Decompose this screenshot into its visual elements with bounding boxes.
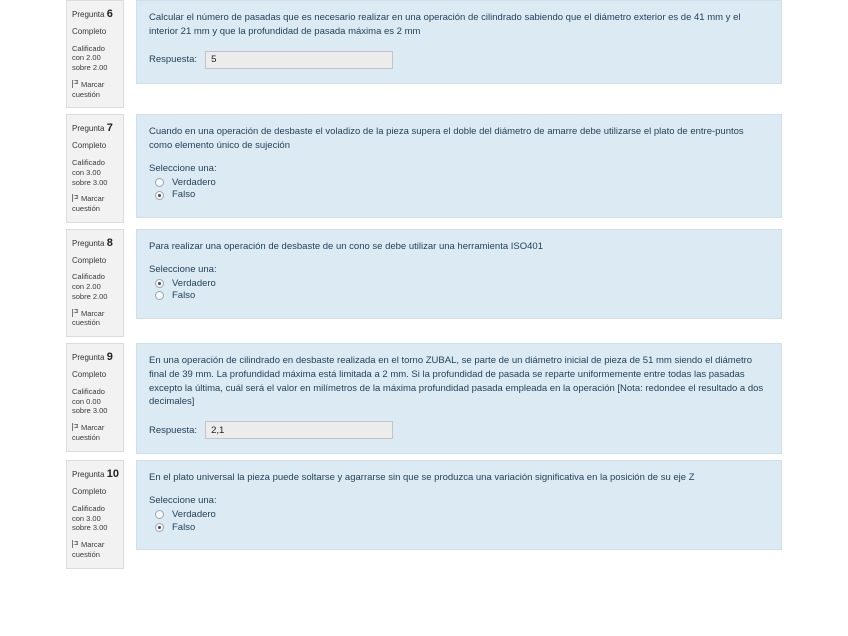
flag-question-label: Marcar cuestión xyxy=(72,540,105,559)
option-row[interactable] xyxy=(155,178,769,188)
question-number: 8 xyxy=(106,236,113,249)
flag-question-label: Marcar cuestión xyxy=(72,423,105,442)
flag-icon xyxy=(72,540,79,548)
option-row[interactable] xyxy=(155,190,769,200)
option-label: Falso xyxy=(172,521,196,533)
flag-question-link[interactable] xyxy=(72,423,118,443)
question-info-panel xyxy=(66,229,124,337)
radio-icon[interactable] xyxy=(155,510,164,519)
option-row[interactable] xyxy=(155,523,769,533)
question-grade: Calificado con 3.00 sobre 3.00 xyxy=(72,158,108,187)
question-label xyxy=(72,7,118,22)
question-block xyxy=(0,229,848,337)
question-text: Para realizar una operación de desbaste de un cono se debe utilizar una herramienta ISO401 xyxy=(149,240,543,252)
question-grade: Calificado con 2.00 sobre 2.00 xyxy=(72,272,108,301)
option-label: Verdadero xyxy=(172,509,216,520)
question-body xyxy=(136,460,782,550)
flag-question-link[interactable] xyxy=(72,194,118,214)
choose-one-label: Seleccione una: xyxy=(149,162,217,174)
question-state: Completo xyxy=(72,487,107,497)
choose-one-label: Seleccione una: xyxy=(149,263,217,275)
answer-row xyxy=(149,51,769,69)
question-info-panel xyxy=(66,343,124,451)
question-info-panel xyxy=(66,114,124,222)
answer-label: Respuesta: xyxy=(149,54,198,66)
question-text: En una operación de cilindrado en desbaste realizada en el torno ZUBAL, se parte de un diámetro inicial de pieza de 51 mm siendo el diámetro final de 39 mm. La profundidad máxima está limitada a 2 mm. Si la profundidad de pasada se reparte uniformemente entre todas las pasadas excepto la última, cuál será el valor en milímetros de la máxima profundidad pasada empleada en la operación [Nota: redondee el resultado a dos decimales] xyxy=(149,355,764,408)
question-body xyxy=(136,114,782,218)
question-text: Cuando en una operación de desbaste el voladizo de la pieza supera el doble del diámetro de amarre debe utilizarse el plato de entre-puntos como elemento único de sujeción xyxy=(149,126,744,152)
option-row[interactable] xyxy=(155,279,769,289)
flag-question-link[interactable] xyxy=(72,80,118,100)
option-label: Falso xyxy=(172,290,196,302)
flag-icon xyxy=(72,423,79,431)
flag-icon xyxy=(72,194,79,202)
question-label xyxy=(72,467,118,482)
question-block xyxy=(0,460,848,568)
question-block xyxy=(0,343,848,454)
question-body xyxy=(136,343,782,454)
radio-icon[interactable] xyxy=(155,291,164,300)
question-grade: Calificado con 0.00 sobre 3.00 xyxy=(72,386,108,416)
radio-icon[interactable] xyxy=(155,191,164,200)
question-block xyxy=(0,114,848,222)
question-body xyxy=(136,0,782,84)
question-info-panel xyxy=(66,0,124,108)
choose-one-label: Seleccione una: xyxy=(149,495,217,506)
question-state: Completo xyxy=(72,26,107,36)
flag-question-label: Marcar cuestión xyxy=(72,308,105,328)
question-text: En el plato universal la pieza puede soltarse y agarrarse sin que se produzca una variación significativa en la posición de su eje Z xyxy=(149,472,695,484)
flag-icon xyxy=(72,80,79,88)
radio-icon[interactable] xyxy=(155,178,164,187)
question-state: Completo xyxy=(72,141,107,151)
option-label: Verdadero xyxy=(172,176,216,188)
question-state: Completo xyxy=(72,255,107,265)
option-row[interactable] xyxy=(155,291,769,301)
answer-label: Respuesta: xyxy=(149,424,198,436)
radio-icon[interactable] xyxy=(155,279,164,288)
question-block xyxy=(0,0,848,108)
question-text: Calcular el número de pasadas que es necesario realizar en una operación de cilindrado sabiendo que el diámetro exterior es de 41 mm y el interior 21 mm y que la profundidad de pasada máxima es 2 mm xyxy=(149,12,741,37)
question-info-panel xyxy=(66,460,124,568)
answer-input[interactable] xyxy=(205,51,393,69)
question-label-text: Pregunta xyxy=(72,470,105,480)
flag-question-label: Marcar cuestión xyxy=(72,79,105,99)
radio-icon[interactable] xyxy=(155,523,164,532)
option-label: Falso xyxy=(172,189,196,201)
question-label-text: Pregunta xyxy=(72,10,105,19)
question-label-text: Pregunta xyxy=(72,124,105,134)
question-label xyxy=(72,121,118,136)
question-grade: Calificado con 2.00 sobre 2.00 xyxy=(72,43,108,73)
question-number: 7 xyxy=(106,122,113,135)
answer-input[interactable] xyxy=(205,421,393,439)
question-body xyxy=(136,229,782,319)
question-number: 10 xyxy=(106,468,119,481)
question-state: Completo xyxy=(72,370,107,380)
question-label xyxy=(72,236,118,251)
question-label-text: Pregunta xyxy=(72,238,105,248)
answer-row xyxy=(149,421,769,439)
question-number: 6 xyxy=(106,8,113,20)
flag-question-label: Marcar cuestión xyxy=(72,194,105,214)
flag-question-link[interactable] xyxy=(72,309,118,329)
question-label xyxy=(72,350,118,365)
option-label: Verdadero xyxy=(172,277,216,289)
option-row[interactable] xyxy=(155,510,769,520)
question-number: 9 xyxy=(106,351,113,364)
question-label-text: Pregunta xyxy=(72,353,105,363)
flag-question-link[interactable] xyxy=(72,540,118,560)
question-grade: Calificado con 3.00 sobre 3.00 xyxy=(72,503,108,533)
flag-icon xyxy=(72,309,79,317)
